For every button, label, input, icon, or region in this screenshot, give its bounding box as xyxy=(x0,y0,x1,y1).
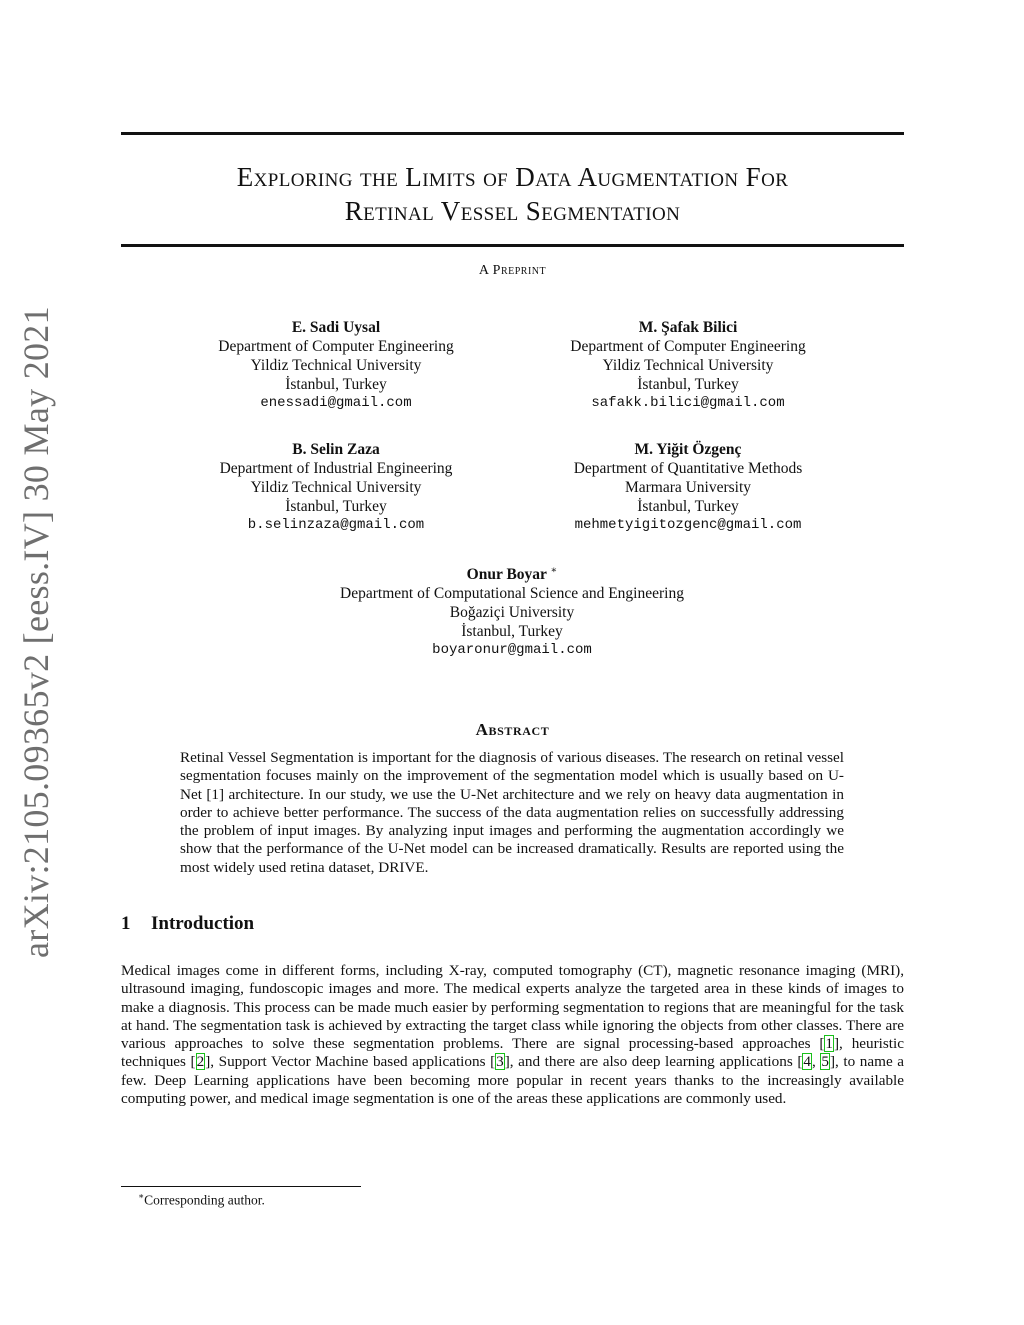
author-email[interactable]: boyaronur@gmail.com xyxy=(432,642,592,659)
title-line-2: Retinal Vessel Segmentation xyxy=(344,196,681,226)
author-department: Department of Quantitative Methods xyxy=(573,460,803,477)
intro-text: ], Support Vector Machine based applications [ xyxy=(205,1053,496,1071)
footnote-marker: ∗ xyxy=(138,1191,145,1201)
intro-text: , xyxy=(811,1053,821,1071)
author-name: B. Selin Zaza xyxy=(292,441,380,458)
title-rule-bottom xyxy=(121,244,904,247)
intro-paragraph xyxy=(121,962,904,1108)
citation-link[interactable]: 4 xyxy=(803,1053,811,1071)
author-block xyxy=(186,318,486,413)
author-email[interactable]: mehmetyigitozgenc@gmail.com xyxy=(574,517,802,533)
author-department: Department of Computer Engineering xyxy=(570,338,806,355)
intro-text: ], heuristic techniques [ xyxy=(121,1035,904,1071)
title-line-1: Exploring the Limits of Data Augmentation For xyxy=(236,162,789,192)
title-rule-top xyxy=(121,132,904,135)
arxiv-identifier: arXiv:2105.09365v2 [eess.IV] 30 May 2021 xyxy=(16,306,56,958)
abstract-heading: Abstract xyxy=(475,720,550,739)
intro-text: ], to name a few. Deep Learning applications have been becoming more popular in recent years thanks to the increasingly available computing power, and medical image segmentation is one of the areas these applications are commonly used. xyxy=(121,1053,905,1108)
author-name: M. Yiğit Özgenç xyxy=(634,441,742,458)
author-location: İstanbul, Turkey xyxy=(461,623,563,641)
paper-title xyxy=(121,160,904,228)
citation-link[interactable]: 1 xyxy=(825,1035,833,1053)
author-location: İstanbul, Turkey xyxy=(637,498,739,515)
author-email[interactable]: b.selinzaza@gmail.com xyxy=(247,517,425,533)
author-department: Department of Computer Engineering xyxy=(218,338,454,355)
author-name: E. Sadi Uysal xyxy=(291,319,381,336)
corresponding-marker[interactable]: ∗ xyxy=(550,565,558,576)
author-name-row xyxy=(262,561,762,584)
author-name: Onur Boyar xyxy=(466,566,547,584)
author-block xyxy=(538,440,838,535)
footnote-rule xyxy=(121,1186,361,1187)
footnote xyxy=(138,1191,265,1209)
author-location: İstanbul, Turkey xyxy=(637,376,739,393)
author-university: Boğaziçi University xyxy=(449,604,575,622)
intro-text: ], and there are also deep learning applications [ xyxy=(504,1053,803,1071)
author-university: Marmara University xyxy=(624,479,752,496)
author-university: Yildiz Technical University xyxy=(250,479,422,496)
author-department: Department of Industrial Engineering xyxy=(219,460,453,477)
intro-text: Medical images come in different forms, including X-ray, computed tomography (CT), magnetic resonance imaging (MRI), ultrasound imaging, fundoscopic images and more. The medical experts analyze the targeted area in these kinds of images to make a diagnosis. This process can be made much easier by performing segmentation to regions that are meaningful for the task at hand. The segmentation task is achieved by extracting the target class while ignoring the objects from other classes. There are various approaches to solve these segmentation problems. There are signal processing-based approaches [ xyxy=(121,962,904,1053)
footnote-text: Corresponding author. xyxy=(144,1192,265,1208)
author-email[interactable]: safakk.bilici@gmail.com xyxy=(591,395,785,411)
author-block xyxy=(186,440,486,535)
author-email[interactable]: enessadi@gmail.com xyxy=(260,395,412,411)
citation-link[interactable]: 5 xyxy=(821,1053,829,1071)
citation-link[interactable]: 2 xyxy=(196,1053,205,1071)
author-department: Department of Computational Science and Engineering xyxy=(340,585,684,603)
author-university: Yildiz Technical University xyxy=(250,357,422,374)
section-title: Introduction xyxy=(151,913,255,934)
preprint-label: A Preprint xyxy=(478,263,547,278)
author-university: Yildiz Technical University xyxy=(602,357,774,374)
section-number: 1 xyxy=(121,913,131,934)
author-block xyxy=(538,318,838,413)
abstract-text: Retinal Vessel Segmentation is important for the diagnosis of various diseases. The research on retinal vessel segmentation focuses mainly on the improvement of the segmentation model which is usually based on U-Net [1] architecture. In our study, we use the U-Net architecture and we rely on heavy data augmentation in order to achieve better performance. The success of the data augmentation relies on successfully addressing the problem of input images. By analyzing input images and performing the augmentation accordingly we show that the performance of the U-Net model can be increased dramatically. Results are reported using the most widely used retina dataset, DRIVE. xyxy=(180,749,844,876)
citation-link[interactable]: 3 xyxy=(496,1053,504,1071)
author-block xyxy=(262,561,762,660)
section-heading xyxy=(121,913,254,935)
author-location: İstanbul, Turkey xyxy=(285,376,387,393)
author-location: İstanbul, Turkey xyxy=(285,498,387,515)
author-name: M. Şafak Bilici xyxy=(638,319,738,336)
